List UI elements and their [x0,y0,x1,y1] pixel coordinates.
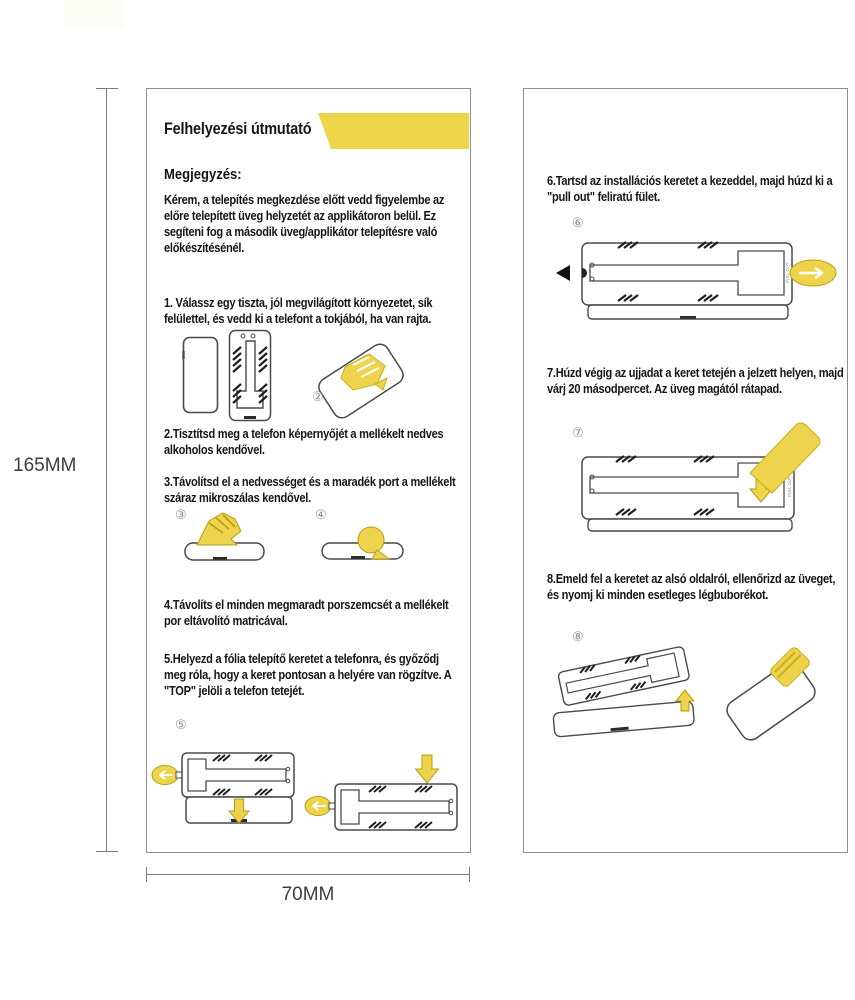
step-3-text: 3.Távolítsd el a nedvességet és a maradék port a mellékelt száraz mikroszálas kendővel. [164,475,456,505]
width-dimension-tick-right [469,867,470,882]
step-7-marker: ⑦ [572,425,584,440]
phone-cloth-illustration [183,507,267,567]
step-5-text: 5.Helyezd a fólia telepítő keretet a telefonra, és győződj meg róla, hogy a keret pontosan a helyére van rögzítve. A "TOP" jelöli a telefon tetejét. [164,652,452,698]
frame-on-phone-illustration [151,741,303,833]
microfiber-cloth-icon [197,513,241,545]
note-body: Kérem, a telepítés megkezdése előtt vedd figyelembe az előre telepített üveg helyzetét az applikátoron belül. Ez segíteni fog a második üveg/applikátor telepítésre való előkészítésénél. [164,193,445,255]
left-instruction-panel [146,88,471,853]
height-dimension-cap-bottom [96,851,118,852]
down-arrow-icon [416,755,439,783]
phone-dust-sticker-illustration [319,517,407,569]
pull-out-tab-label: PULL OUT [785,262,790,283]
step-4-marker: ④ [315,507,327,522]
step-2-marker: ② [312,389,324,404]
dust-removal-sticker-icon [358,527,384,553]
finger-swipe-illustration [564,419,829,539]
step-8-marker: ⑧ [572,629,584,644]
frame-press-illustration [305,753,463,837]
page-title: Felhelyezési útmutató [164,119,312,138]
phone-wipe-illustration [307,339,415,417]
height-dimension-cap-top [96,88,118,89]
pull-out-tab-illustration [548,235,842,335]
step-6-marker: ⑥ [572,215,584,230]
step-1-text: 1. Válassz egy tiszta, jól megvilágított környezetet, sík felülettel, és vedd ki a telefont a tokjából, ha van rajta. [164,296,433,326]
width-dimension-line [146,874,470,875]
note-heading: Megjegyzés: [164,167,242,183]
width-dimension-label: 70MM [281,884,335,905]
lift-frame-illustration [544,637,709,747]
height-dimension-label: 165MM [13,455,77,476]
title-highlight-band [318,113,469,149]
step-8-text: 8.Emeld fel a keretet az alsó oldalról, ellenőrizd az üveget, és nyomj ki minden esetleges légbuborékot. [547,572,836,602]
step-6-text: 6.Tartsd az installációs keretet a kezeddel, majd húzd ki a "pull out" feliratú fület. [547,174,833,204]
step-2-text: 2.Tisztítsd meg a telefon képernyőjét a mellékelt nedves alkoholos kendővel. [164,427,444,457]
step-7-text: 7.Húzd végig az ujjadat a keret tetején a jelzett helyen, majd várj 20 másodpercet. Az üveg magától rátapad. [547,366,844,396]
step-3-marker: ③ [175,507,187,522]
applicator-frame-front-illustration [228,329,272,423]
pull-out-tab-label: PULL OUT [787,476,792,497]
phone-front-illustration [182,336,219,414]
width-dimension-tick-left [146,867,147,882]
phone-squeegee-illustration [714,641,829,746]
right-instruction-panel [523,88,848,853]
left-triangle-icon [556,265,570,281]
height-dimension-line [106,88,107,852]
faint-corner-artifact [64,0,126,30]
step-4-text: 4.Távolíts el minden megmaradt porszemcsét a mellékelt por eltávolító matricával. [164,598,449,628]
step-5-marker: ⑤ [175,717,187,732]
